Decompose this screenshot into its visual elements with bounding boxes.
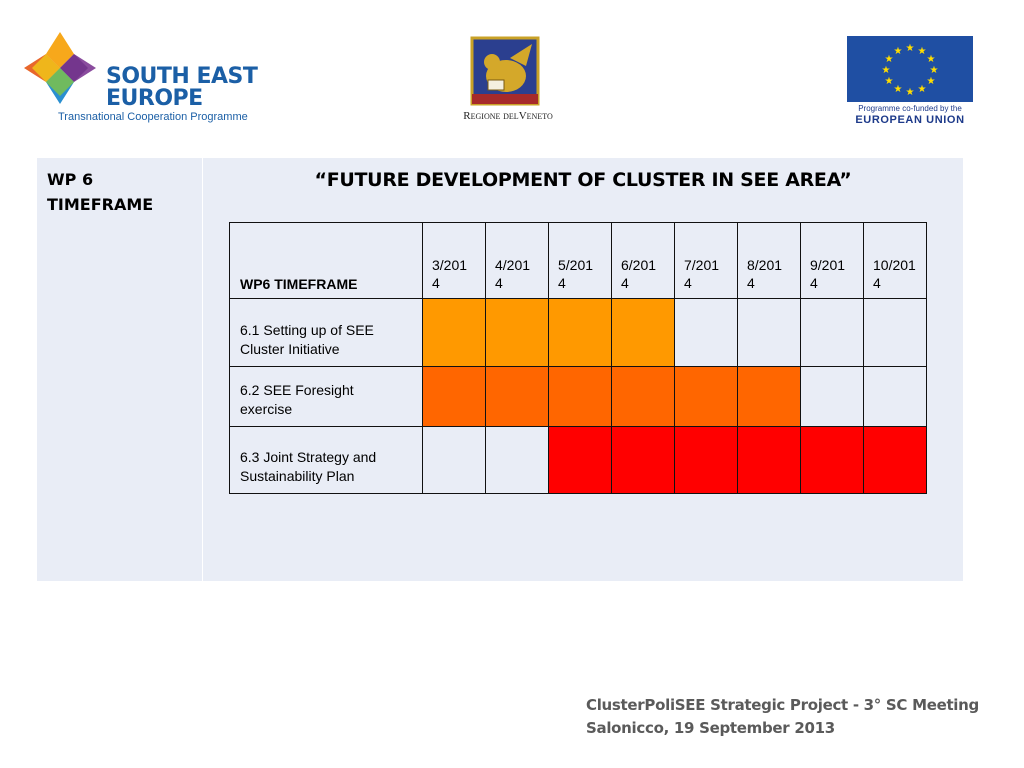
month-header: 7/201 4 — [675, 223, 738, 299]
wp-label — [47, 167, 153, 217]
eu-flag-icon — [847, 36, 973, 102]
timeline-cell-active — [486, 367, 549, 427]
timeline-cell — [486, 427, 549, 494]
panel-left-column — [37, 158, 203, 581]
timeline-cell — [864, 299, 927, 367]
timeline-cell-active — [864, 427, 927, 494]
timeline-cell-active — [549, 299, 612, 367]
month-header: 8/201 4 — [738, 223, 801, 299]
svg-text:★: ★ — [926, 54, 936, 65]
month-header: 4/201 4 — [486, 223, 549, 299]
timeline-cell-active — [423, 299, 486, 367]
svg-text:★: ★ — [905, 87, 915, 98]
see-logo-line3: Transnational Cooperation Programme — [58, 111, 248, 123]
gantt-header-label: WP6 TIMEFRAME — [230, 223, 423, 299]
svg-text:★: ★ — [917, 84, 927, 95]
timeline-cell — [675, 299, 738, 367]
footer-caption — [586, 694, 979, 740]
timeline-cell-active — [675, 427, 738, 494]
timeline-cell — [738, 299, 801, 367]
regione-veneto-logo — [440, 36, 570, 126]
task-row — [230, 299, 927, 367]
month-header: 3/201 4 — [423, 223, 486, 299]
svg-text:★: ★ — [929, 65, 939, 76]
svg-text:★: ★ — [893, 46, 903, 57]
timeline-cell-active — [738, 367, 801, 427]
month-header: 6/201 4 — [612, 223, 675, 299]
timeline-cell-active — [675, 367, 738, 427]
eu-logo — [845, 36, 975, 128]
svg-text:★: ★ — [926, 76, 936, 87]
see-logo-line1: SOUTH EAST — [106, 64, 258, 89]
footer-line1: ClusterPoliSEE Strategic Project - 3° SC Meeting — [586, 696, 979, 714]
timeline-cell-active — [486, 299, 549, 367]
svg-text:★: ★ — [884, 54, 894, 65]
timeline-cell-active — [549, 367, 612, 427]
wp-label-line2: TIMEFRAME — [47, 195, 154, 214]
eu-logo-caption2: EUROPEAN UNION — [855, 114, 965, 126]
timeline-cell — [423, 427, 486, 494]
content-panel — [37, 158, 963, 581]
lion-crest-icon — [470, 36, 540, 106]
timeline-cell-active — [612, 299, 675, 367]
timeline-cell-active — [612, 367, 675, 427]
month-header: 5/201 4 — [549, 223, 612, 299]
svg-text:★: ★ — [917, 46, 927, 57]
timeline-cell — [801, 367, 864, 427]
gantt-header-row — [230, 223, 927, 299]
see-star-icon — [22, 30, 102, 110]
timeline-cell — [801, 299, 864, 367]
task-row — [230, 367, 927, 427]
month-header: 10/201 4 — [864, 223, 927, 299]
timeline-cell-active — [738, 427, 801, 494]
timeline-cell-active — [801, 427, 864, 494]
see-logo-line2: EUROPE — [106, 86, 203, 111]
timeline-cell — [864, 367, 927, 427]
svg-text:★: ★ — [893, 84, 903, 95]
see-programme-logo — [22, 30, 262, 130]
task-label: 6.1 Setting up of SEE Cluster Initiative — [230, 299, 423, 367]
timeline-cell-active — [612, 427, 675, 494]
wp-label-line1: WP 6 — [47, 170, 94, 189]
eu-logo-caption1: Programme co-funded by the — [858, 104, 962, 113]
regione-veneto-caption: REGIONE DELVENETO — [463, 110, 553, 122]
task-label: 6.2 SEE Foresight exercise — [230, 367, 423, 427]
task-label: 6.3 Joint Strategy and Sustainability Plan — [230, 427, 423, 494]
svg-text:★: ★ — [881, 65, 891, 76]
footer-line2: Salonicco, 19 September 2013 — [586, 719, 835, 737]
panel-title: “FUTURE DEVELOPMENT OF CLUSTER IN SEE AREA” — [314, 169, 852, 191]
gantt-table — [229, 222, 927, 494]
month-header: 9/201 4 — [801, 223, 864, 299]
svg-text:★: ★ — [884, 76, 894, 87]
task-row — [230, 427, 927, 494]
svg-text:★: ★ — [905, 43, 915, 54]
timeline-cell-active — [549, 427, 612, 494]
timeline-cell-active — [423, 367, 486, 427]
